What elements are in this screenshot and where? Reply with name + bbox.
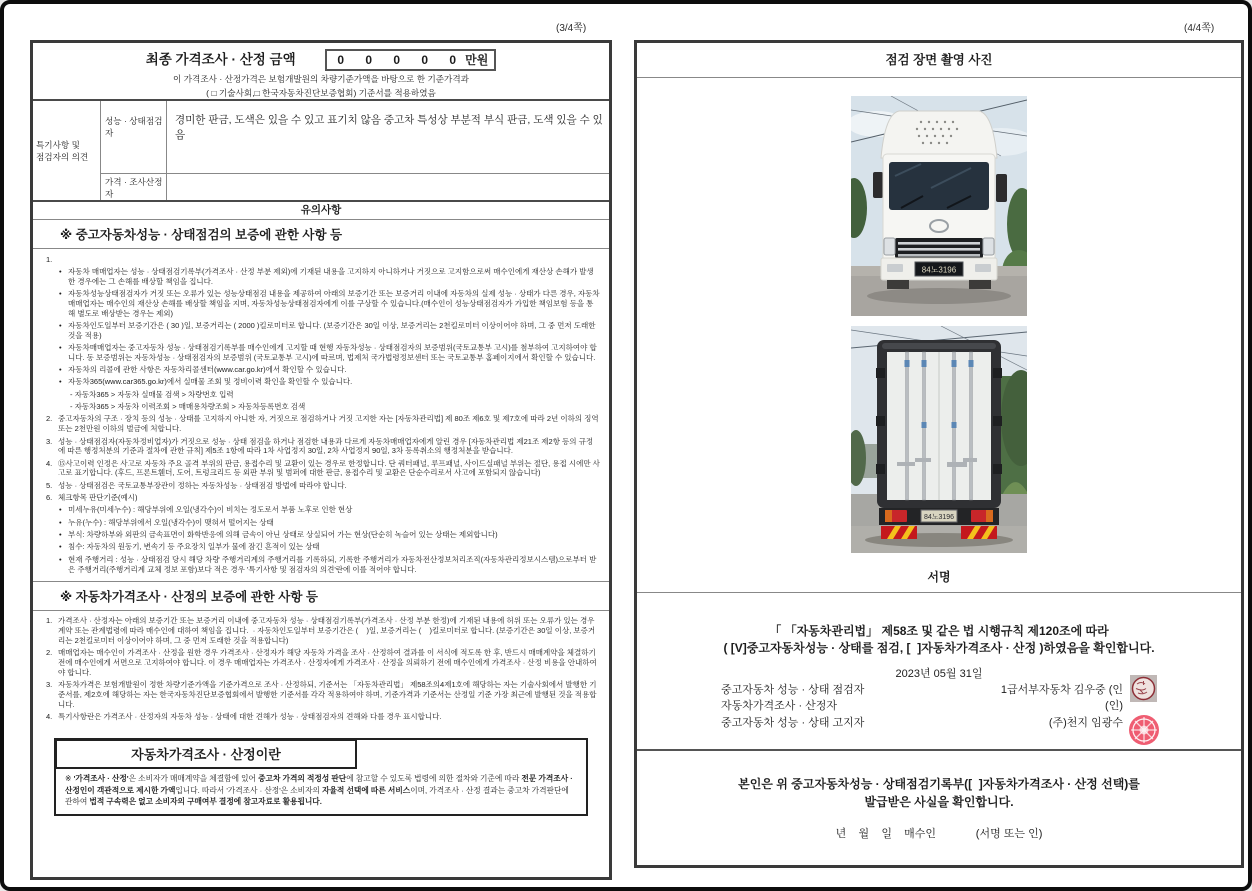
final-price-amount-box — [325, 49, 496, 71]
price-appraisal-definition-box — [54, 738, 588, 816]
final-price-note-1: 이 가격조사 · 산정가격은 보험개발원의 차량기준가액을 바탕으로 한 기준가격과 — [173, 74, 469, 85]
confirmation-line-1: 본인은 위 중고자동차성능 · 상태점검기록부([ ]자동차가격조사 · 산정 선택)를 — [738, 777, 1140, 791]
final-price-unit: 만원 — [465, 53, 489, 68]
photo-area — [637, 78, 1241, 562]
list-item: • 자동차인도일부터 보증기간은 ( 30 )일, 보증거리는 ( 2000 )킬로미터로 합니다. (보증기간은 30일 이상, 보증거리는 2천킬로미터 이상이어야 하며, 그 중 먼저 도래한 것을 적용) — [59, 320, 598, 340]
signer-role: 중고자동차 성능 · 상태 점검자 — [721, 683, 865, 696]
confirmation-line-2: 발급받은 사실을 확인합니다. — [864, 795, 1014, 809]
photo-section-title: 점검 장면 촬영 사진 — [637, 43, 1241, 78]
final-price-digits: 0 0 0 0 0 — [337, 53, 466, 68]
signature-date: 2023년 05월 31일 — [895, 667, 983, 680]
rear-license-plate: 84노3196 — [923, 514, 955, 521]
signer-name: 1급서부자동차 김우중 (인 — [1000, 683, 1123, 696]
inspector-opinion-value: 경미한 판금, 도색은 있을 수 있고 표기치 않음 중고차 특성상 부분적 부식 판금, 도색 있을 수 있음 — [175, 114, 603, 142]
signer-row-inspector — [721, 682, 1123, 699]
special-notes-row-label — [33, 101, 101, 200]
special-notes-row-label-line1: 특기사항 및 — [36, 139, 80, 150]
buyer-confirmation-section — [637, 749, 1241, 865]
rear-chevron-left — [881, 526, 917, 539]
list-item: 3. 자동차가격은 보험개발원이 정한 차량기준가액을 기준가격으로 조사 · 산정하되, 기준서는 「자동차관리법」 제58조의4제1호에 해당하는 자는 기술사회에서 발행한 기준서를, 제2호에 해당하는 자는 한국자동차진단보증협회에서 발행한 기준서를 각각 적용하여야 하며, 기준가격과 기준서는 산정일 기준 가장 최근에 발행된 것을 적용합니다. — [46, 680, 597, 709]
list-item: • 자동차매매업자는 중고자동차 성능 · 상태점검기록부를 매수인에게 고지할 때 현행 자동차성능 · 상태점검자의 보증범위(국토교통부 고시)를 첨부하여 고지하여야 합니다. 동 보증범위는 자동차성능 · 상태점검자의 보증범위 (국토교통부 고시)에 따르며, 법제처 국가법령정보센터 또는 국토교통부 홈페이지에서 확인할 수 있습니다. — [59, 342, 597, 362]
page-number-right: (4/4쪽) — [1184, 23, 1215, 34]
final-price-section — [33, 43, 609, 101]
list-item: 4. 특기사항란은 가격조사 · 산정자의 자동차 성능 · 상태에 대한 견해가 성능 · 상태점검자의 견해와 다를 경우 표시합니다. — [46, 712, 442, 721]
list-item: 6. 체크항목 판단기준(예시) — [46, 493, 138, 503]
list-item: 3. 성능 · 상태점검자(자동차정비업자)가 거짓으로 성능 · 상태 점검을 하거나 점검한 내용과 다르게 자동차매매업자에게 알린 경우 [자동차관리법 제21조 제2항 등의 규정에 따른 행정처분의 기준과 절차에 관한 규칙] 제5조 1항에 따라 1차 사업정지 30일, 2차 사업정지 90일, 3차 등록취소의 행정처분을 받습니다. — [46, 436, 594, 456]
list-item: • 자동차의 리콜에 관한 사항은 자동차리콜센터(www.car.go.kr)에서 확인할 수 있습니다. — [59, 365, 347, 375]
list-item: 2. 매매업자는 매수인이 가격조사 · 산정을 원한 경우 가격조사 · 산정자가 해당 자동차 가격을 조사 · 산정하여 결과를 이 서식에 적도록 한 후, 반드시 매매계약을 체결하기 전에 매수인에게 서면으로 고지하여야 합니다. 이 경우 매매업자는 가격조사 · 산정자에게 가격조사 · 산정을 의뢰하기 전에 매수인에게 가격조사 · 산정 비용을 안내하여야 합니다. — [46, 648, 598, 677]
list-item: • 현재 주행거리 : 성능 · 상태점검 당시 해당 차량 주행거리계의 주행거리를 기록하되, 기록한 주행거리가 자동차전산정보처리조직(자동차관리정보시스템)으로부터 받은 주행거리(주행거리계 교체 정보 포함)보다 적은 경우 '특기사항 및 점검자의 의견'란에 이를 적어야 합니다. — [59, 554, 597, 574]
notifier-stamp-icon — [1127, 713, 1161, 753]
list-item: • 부식: 차량하부와 외판의 금속표면이 화학반응에 의해 금속이 아닌 상태로 상실되어 가는 현상(단순히 녹슬어 있는 상태는 제외합니다) — [59, 530, 498, 540]
signature-statement-1: 「 「자동차관리법」 제58조 및 같은 법 시행규칙 제120조에 따라 — [769, 624, 1109, 638]
list-item: • 미세누유(미세누수) : 해당부위에 오일(냉각수)이 비치는 정도로서 부품 노후로 인한 현상 — [59, 505, 353, 515]
signature-rows — [637, 682, 1241, 732]
signer-role: 중고자동차 성능 · 상태 고지자 — [721, 716, 865, 729]
list-item: • 자동차365(www.car365.go.kr)에서 실매물 조회 및 정비이력 확인을 확인할 수 있습니다. — [59, 377, 353, 387]
signer-role: 자동차가격조사 · 산정자 — [721, 700, 838, 713]
page-4 — [634, 40, 1244, 868]
special-notes-row-label-line2: 점검자의 의견 — [36, 151, 89, 162]
list-item: 1. 가격조사 · 산정자는 아래의 보증기간 또는 보증거리 이내에 중고자동차 성능 · 상태점검기록부(가격조사 · 산정 부분 한정)에 기재된 내용에 허위 또는 오류가 있는 경우 계약 또는 관계법령에 따라 매수인에 대하여 책임을 집니다. · 자동차인도일부터 보증기간은 ( )일, 보증거리는 ( )킬로미터로 합니다. (보증기간은 30일 이상, 보증거리는 2천킬로미터 이상이어야 하며, 그 중 먼저 도래한 것을 적용합니다) — [46, 616, 597, 645]
page-number-left: (3/4쪽) — [556, 23, 587, 34]
list-item: 1. — [46, 254, 53, 264]
special-notes-table — [33, 101, 609, 202]
front-license-plate: 84노3196 — [921, 265, 957, 275]
signature-body — [637, 593, 1241, 749]
final-price-note-2: ( □ 기술사회,□ 한국자동차진단보증협회) 기준서를 적용하였음 — [206, 88, 436, 99]
page-3 — [30, 40, 612, 880]
signer-name: (인) — [1105, 700, 1123, 713]
signer-row-notifier — [721, 715, 1123, 732]
definition-box-title: 자동차가격조사 · 산정이란 — [55, 739, 357, 769]
signature-statement-2: ( [V]중고자동차성능 · 상태를 점검, [ ]자동차가격조사 · 산정 )하였음을 확인합니다. — [723, 641, 1155, 656]
notice-header: 유의사항 — [33, 202, 609, 220]
appraiser-opinion-label: 가격 · 조사산정자 — [101, 173, 167, 200]
list-item: • 자동차 매매업자는 성능 · 상태점검기록부(가격조사 · 산정 부분 제외)에 기재된 내용을 고지하지 아니하거나 거짓으로 고지함으로써 매수인에게 재산상 손해가 발생한 경우에는 그 손해를 배상할 책임을 집니다. — [59, 266, 594, 286]
list-item: 5. 성능 · 상태점검은 국토교통부장관이 정하는 자동차성능 · 상태점검 방법에 따라야 합니다. — [46, 480, 347, 490]
section2-title: ※ 자동차가격조사 · 산정의 보증에 관한 사항 등 — [33, 582, 609, 611]
signature-section-title: 서명 — [637, 562, 1241, 593]
section2-body — [33, 611, 609, 728]
section1-body — [33, 249, 609, 582]
list-item: 4. ⑮사고이력 인정은 사고로 자동차 주요 골격 부위의 판금, 용접수리 및 교환이 있는 경우로 한정합니다. 단 쿼터패널, 루프패널, 사이드실패널 부위는 절단, 용접 시에만 사고로 표기합니다. (후드, 프론트휀더, 도어, 트렁크리드 등 외판 부위 및 범퍼에 대한 판금, 용접수리 및 교환은 단순수리로서 사고에 포함되지 않습니다) — [46, 458, 600, 478]
section1-title: ※ 중고자동차성능 · 상태점검의 보증에 관한 사항 등 — [33, 220, 609, 249]
inspector-opinion-label: 성능 · 상태점검자 — [101, 101, 167, 173]
signer-name: (주)천지 임광수 — [1048, 716, 1123, 729]
list-item: 2. 중고자동차의 구조 · 장치 등의 성능 · 상태를 고지하지 아니한 자, 거짓으로 점검하거나 거짓 고지한 자는 [자동차관리법] 제 80조 제6호 및 제7호에 따라 2년 이하의 징역 또는 2천만원 이하의 벌금에 처합니다. — [46, 414, 601, 434]
rear-chevron-right — [961, 526, 997, 539]
list-item: - 자동차365 > 자동차 실매물 검색 > 차량번호 입력 — [70, 389, 234, 399]
inspector-stamp-icon — [1130, 675, 1157, 708]
signer-row-appraiser — [721, 698, 1123, 715]
definition-box-text: ※ '가격조사 · 산정'은 소비자가 매매계약을 체결함에 있어 중고차 가격의 적정성 판단에 참고할 수 있도록 법령에 의한 절차와 기준에 따라 전문 가격조사 · 산정인이 객관적으로 제시한 가액입니다. 따라서 '가격조사 · 산정'은 소비자의 자율적 선택에 따른 서비스이며, 가격조사 · 산정 결과는 중고차 가격판단에 관하여 법적 구속력은 없고 소비자의 구매여부 결정에 참고자료로 활용됩니다. — [65, 774, 573, 807]
list-item: - 자동차365 > 자동차 이력조회 > 매매용차량조회 > 자동차등록번호 검색 — [70, 402, 306, 412]
list-item: • 자동차성능상태점검자가 거짓 또는 오류가 있는 성능상태점검 내용을 제공하여 아래의 보증기간 또는 보증거리 이내에 자동차의 실제 성능 · 상태가 다른 경우, 자동차매매업자는 매수인의 재산상 손해를 배상할 책임을 지며, 자동차성능상태점검자에게 이를 구상할 수 있습니다.(매수인이 성능상태점검자가 가입한 책임보험 등을 통해 별도로 배상받는 경우는 제외) — [59, 289, 600, 318]
final-price-title: 최종 가격조사 · 산정 금액 — [145, 52, 296, 67]
buyer-sign-date-line: 년 월 일 매수인 (서명 또는 인) — [835, 828, 1043, 840]
final-price-row — [33, 48, 609, 71]
list-item: • 침수: 자동차의 원동기, 변속기 등 주요장치 일부가 물에 잠긴 흔적이 있는 상태 — [59, 542, 320, 552]
list-item: • 누유(누수) : 해당부위에서 오일(냉각수)이 맺혀서 떨어지는 상태 — [59, 517, 274, 527]
truck-rear-photo — [851, 326, 1027, 553]
truck-front-photo — [851, 96, 1027, 316]
appraiser-opinion-value — [167, 173, 609, 200]
